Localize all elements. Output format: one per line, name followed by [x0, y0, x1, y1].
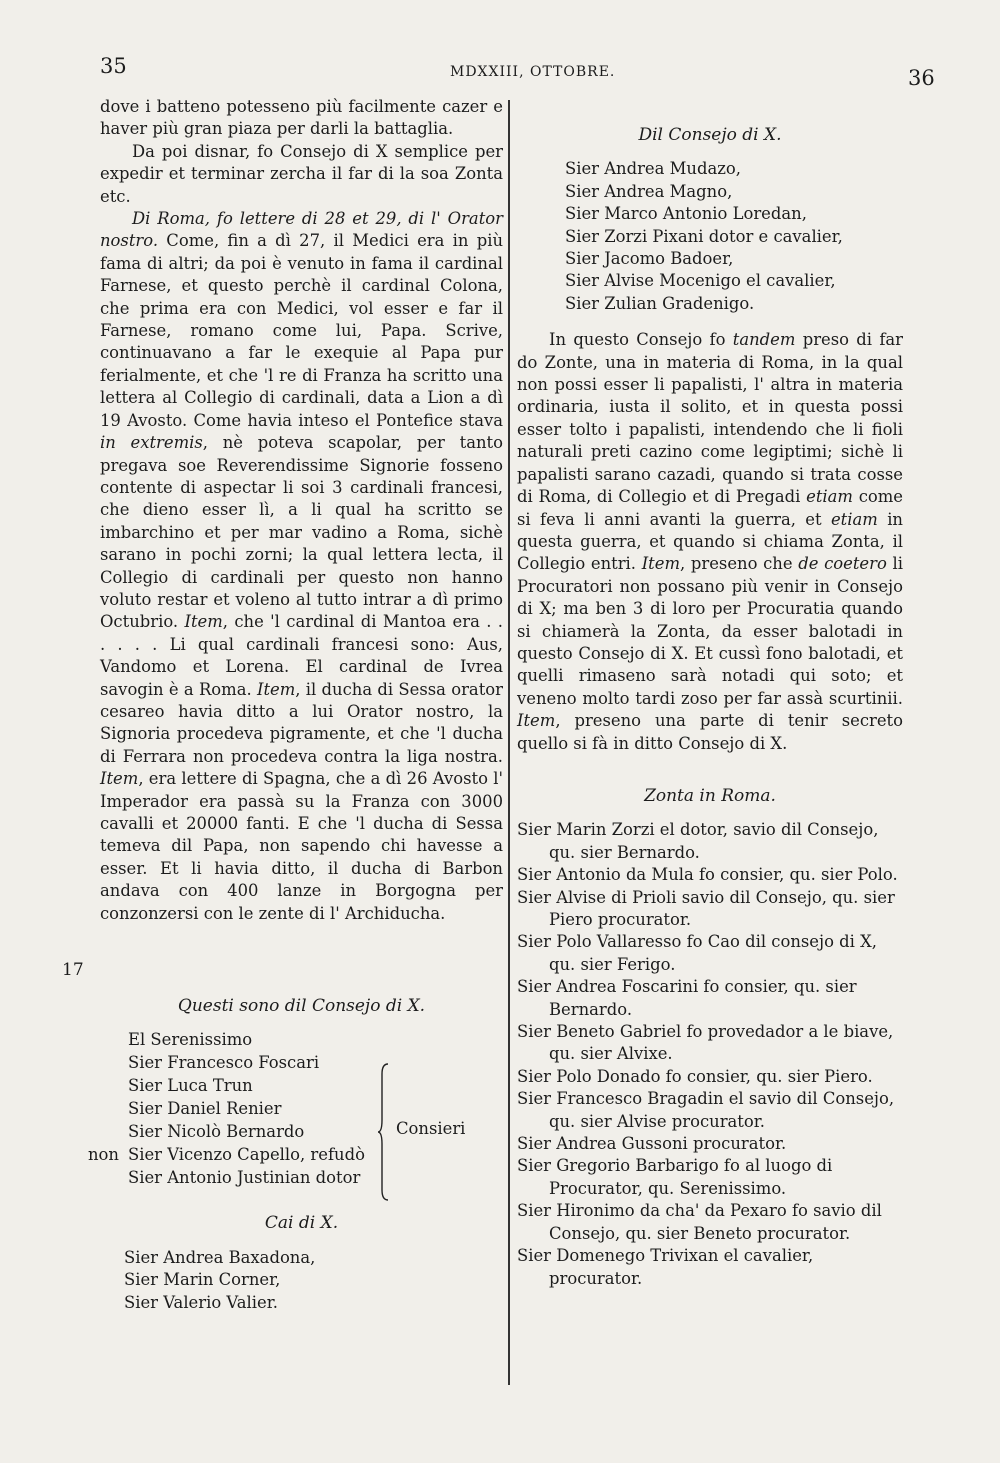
list-item: Sier Andrea Mudazo,: [565, 159, 741, 179]
list-item: Sier Gregorio Barbarigo fo al luogo di Procurator, qu. Serenissimo.: [517, 1156, 833, 1198]
section-heading: Cai di X.: [264, 1213, 339, 1234]
list-item: Sier Marin Corner,: [124, 1270, 281, 1290]
list-item: Sier Luca Trun: [128, 1076, 253, 1096]
page-number-right: 36: [908, 66, 935, 90]
cai-list: [100, 1247, 503, 1314]
list-item: Sier Nicolò Bernardo: [128, 1122, 305, 1142]
list-item: Sier Andrea Magno,: [565, 181, 733, 201]
list-item: Sier Andrea Foscarini fo consier, qu. sier Bernardo.: [517, 977, 857, 1019]
letter-heading: Di Roma, fo lettere di 28 et 29, di l' Orator nostro.: [100, 209, 503, 251]
section-heading: Questi sono dil Consejo di X.: [177, 996, 426, 1017]
list-item: non Sier Vicenzo Capello, refudò: [88, 1145, 365, 1165]
list-item: Sier Zulian Gradenigo.: [565, 293, 755, 313]
list-item: Sier Marco Antonio Loredan,: [565, 204, 807, 224]
paragraph: dove i batteno potesseno più facilmente cazer e haver più gran piaza per darli la battaglia.: [100, 97, 503, 139]
list-item: Sier Hironimo da cha' da Pexaro fo savio dil Consejo, qu. sier Beneto procurator.: [517, 1201, 882, 1243]
list-item: Sier Polo Vallaresso fo Cao dil consejo di X, qu. sier Ferigo.: [517, 932, 877, 974]
consiglio-list: [88, 1029, 503, 1190]
list-item: Sier Antonio Justinian dotor: [128, 1168, 361, 1188]
list-item: Sier Jacomo Badoer,: [565, 249, 734, 269]
list-item: Sier Daniel Renier: [128, 1099, 282, 1119]
list-item: Sier Antonio da Mula fo consier, qu. sier Polo.: [517, 865, 898, 885]
left-column: [88, 96, 503, 1314]
column-divider: [508, 100, 510, 1385]
list-item: Sier Zorzi Pixani dotor e cavalier,: [565, 226, 843, 246]
page-header: [0, 48, 1000, 88]
list-item: Sier Alvise di Prioli savio dil Consejo, qu. sier Piero procurator.: [517, 887, 895, 929]
list-item: Sier Francesco Foscari: [128, 1053, 320, 1073]
paragraph: In questo Consejo fo tandem preso di far do Zonte, una in materia di Roma, in la qual non possi esser li papalisti, l' altra in materia ordinaria, iusta il solito, et in questa possi esser tolto i papalisti, intendendo che li fioli naturali preti cazino come legiptimi; sichè li papalisti sarano cazadi, quando si trata cosse di Roma, di Collegio et di Pregadi etiam come si feva li anni avanti la guerra, et etiam in questa guerra, et quando si chiama Zonta, il Collegio entri. Item, preseno che de coetero li Procuratori non possano più venir in Consejo di X; ma ben 3 di loro per Procuratia quando si chiamerà la Zonta, da esser balotadi in questo Consejo di X. Et cussì fono balotadi, et quelli rimaseno sarà notadi qui soto; et veneno molto tardi zoso per far assà scurtinii. Item, preseno una parte di tenir secreto quello si fà in ditto Consejo di X.: [517, 330, 904, 753]
list-item: Sier Domenego Trivixan el cavalier, procurator.: [517, 1246, 814, 1288]
right-column: [517, 96, 903, 1290]
section-heading: Dil Consejo di X.: [638, 125, 782, 145]
list-item: Sier Francesco Bragadin el savio dil Consejo, qu. sier Alvise procurator.: [517, 1089, 895, 1131]
page-number-left: 35: [100, 54, 127, 78]
list-item: Sier Beneto Gabriel fo provedador a le biave, qu. sier Alvixe.: [517, 1022, 894, 1064]
paragraph: Di Roma, fo lettere di 28 et 29, di l' Orator nostro. Come, fin a dì 27, il Medici era in più fama di altri; da poi è venuto in fama il cardinal Farnese, et questo perchè il cardinal Colona, che prima era con Medici, vol esser e far il Farnese, romano come lui, Papa. Scrive, continuavano a far le exequie al Papa pur ferialmente, et che 'l re di Franza ha scritto una lettera al Collegio di cardinali, data a Lion a dì 19 Avosto. Come havia inteso el Pontefice stava in extremis, nè poteva scapolar, per tanto pregava soe Reverendissime Signorie fosseno contente di aspectar li soi 3 cardinali francesi, che dieno esser lì, a li qual ha scritto se imbarchino et per mar vadino a Roma, sichè sarano in pochi zorni; la qual lettera lecta, il Collegio di cardinali per questo non hanno voluto restar et voleno al tutto intrar a dì primo Octubrio. Item, che 'l cardinal di Mantoa era . . . . . . Li qual cardinali francesi sono: Aus, Vandomo et Lorena. El cardinal de Ivrea savogin è a Roma. Item, il ducha di Sessa orator cesareo havia ditto a lui Orator nostro, la Signoria procedeva pigramente, et che 'l ducha di Ferrara non procedeva contra la liga nostra. Item, era lettere di Spagna, che a dì 26 Avosto l' Imperador era passà su la Franza con 3000 cavalli et 20000 fanti. E che 'l ducha di Sessa temeva dil Papa, non sapendo chi havesse a esser. Et li havia ditto, il ducha di Barbon andava con 400 lanze in Borgogna per conzonzersi con le zente di l' Archiducha.: [100, 209, 503, 923]
list-item: Sier Valerio Valier.: [124, 1292, 278, 1312]
zonta-list: [517, 819, 903, 1290]
paragraph: Da poi disnar, fo Consejo di X semplice per expedir et terminar zercha il far di la soa Zonta etc.: [100, 141, 503, 206]
list-item: Sier Marin Zorzi el dotor, savio dil Consejo, qu. sier Bernardo.: [517, 820, 879, 862]
curly-brace: [378, 1062, 390, 1202]
list-item: Sier Andrea Baxadona,: [124, 1247, 316, 1267]
list-item: El Serenissimo: [128, 1030, 253, 1050]
list-item: Sier Alvise Mocenigo el cavalier,: [565, 271, 836, 291]
margin-number: 17: [62, 960, 84, 980]
consieri-label: Consieri: [396, 1119, 466, 1139]
consejo-list: [517, 158, 903, 315]
running-title: MDXXIII, OTTOBRE.: [450, 64, 616, 80]
section-heading: Zonta in Roma.: [644, 785, 776, 806]
list-item: Sier Polo Donado fo consier, qu. sier Piero.: [517, 1066, 873, 1086]
list-item: Sier Andrea Gussoni procurator.: [517, 1134, 787, 1154]
